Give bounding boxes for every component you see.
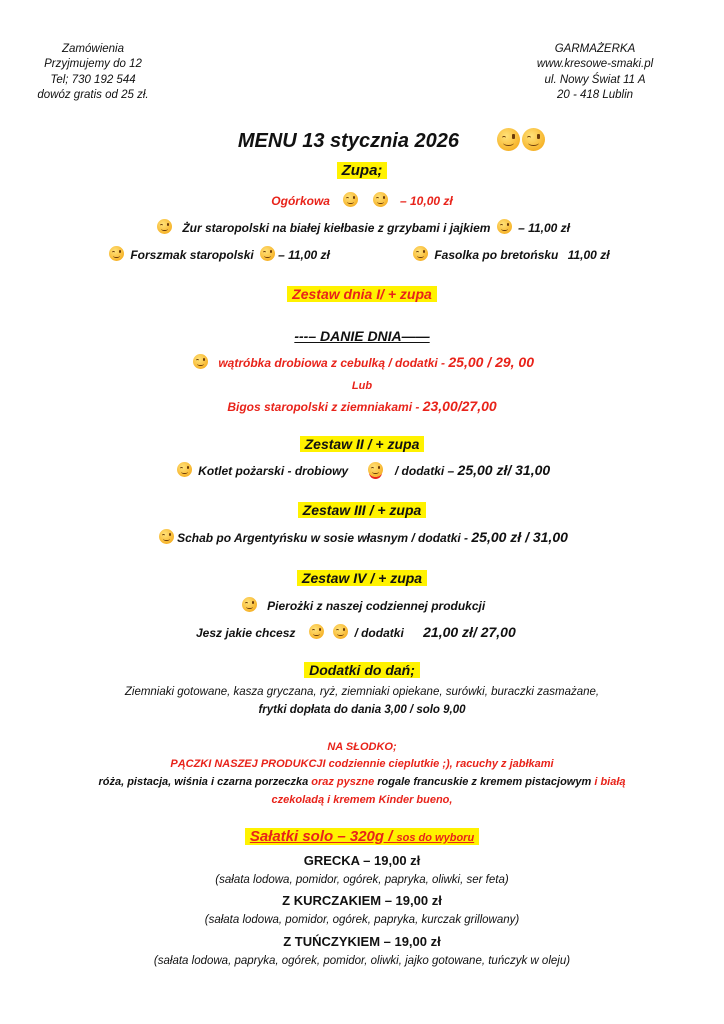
winking-face-icon xyxy=(413,246,428,261)
salads-heading-row xyxy=(0,828,724,845)
set4-line2-row xyxy=(196,624,516,640)
zur-price: – 11,00 zł xyxy=(518,221,570,235)
soup-ogorkowa-row xyxy=(0,192,724,208)
set1-heading: Zestaw dnia I/ + zupa xyxy=(287,286,437,302)
winking-face-icon xyxy=(193,354,208,369)
set2-heading: Zestaw II / + zupa xyxy=(300,436,425,452)
sweet-line2-b: oraz pyszne xyxy=(311,776,378,788)
salad-name-row xyxy=(0,893,724,908)
fasolka-price: 11,00 zł xyxy=(567,248,610,262)
set4-line2-b: / dodatki xyxy=(354,626,404,640)
salad-name: Z TUŃCZYKIEM – 19,00 zł xyxy=(283,934,441,949)
salad-name-row xyxy=(0,934,724,949)
salad-name: Z KURCZAKIEM – 19,00 zł xyxy=(282,893,442,908)
winking-face-icon xyxy=(157,219,172,234)
salad-desc: (sałata lodowa, pomidor, ogórek, papryka, kurczak grillowany) xyxy=(204,914,520,926)
salad-desc-row xyxy=(0,874,724,886)
set4-heading: Zestaw IV / + zupa xyxy=(297,570,427,586)
set1-heading-row xyxy=(0,286,724,302)
danie-dnia: ---– DANIE DNIA—— xyxy=(294,328,430,344)
set3-heading-row xyxy=(0,502,724,518)
set4-item-name: Pierożki z naszej codziennej produkcji xyxy=(267,599,486,613)
set2-heading-row xyxy=(0,436,724,452)
winking-face-icon xyxy=(373,192,388,207)
header-left-line: dowóz gratis od 25 zł. xyxy=(37,88,149,101)
sweet-heading-row xyxy=(0,741,724,753)
set4-line2-a: Jesz jakie chcesz xyxy=(196,626,296,640)
header-left-line: Tel; 730 192 544 xyxy=(50,73,136,86)
winking-face-icon xyxy=(368,462,383,477)
set1-item1-row xyxy=(0,354,724,370)
salad-desc-row xyxy=(0,955,724,967)
set2-item-price: 25,00 zł/ 31,00 xyxy=(457,462,551,478)
salad-desc: (sałata lodowa, pomidor, ogórek, papryka, oliwki, ser feta) xyxy=(215,874,509,886)
sides-heading: Dodatki do dań; xyxy=(304,662,420,678)
sides-line1-row xyxy=(0,686,724,698)
sides-heading-row xyxy=(0,662,724,678)
forszmak-name: Forszmak staropolski xyxy=(130,248,254,262)
menu-title-row xyxy=(30,128,724,153)
winking-face-icon xyxy=(177,462,192,477)
sweet-line2-a: róża, pistacja, wiśnia i czarna porzeczka xyxy=(98,776,312,788)
ogorkowa-price: – 10,00 zł xyxy=(400,194,453,208)
salads-heading-main: Sałatki solo – 320g / xyxy=(249,828,397,845)
winking-face-icon xyxy=(309,624,324,639)
header-left-line: Zamówienia xyxy=(62,43,124,55)
set1-or-row xyxy=(0,380,724,392)
zur-name: Żur staropolski na białej kiełbasie z grzybami i jajkiem xyxy=(182,221,491,235)
sweet-line1-row xyxy=(0,758,724,770)
set1-item2-row xyxy=(0,398,724,414)
set3-item-price: 25,00 zł / 31,00 xyxy=(471,529,568,545)
winking-face-icon xyxy=(522,128,545,151)
header-left xyxy=(28,42,158,103)
sweet-line2-c: rogale francuskie z kremem pistacjowym xyxy=(377,776,595,788)
set3-heading: Zestaw III / + zupa xyxy=(298,502,427,518)
sweet-heading: NA SŁODKO; xyxy=(327,741,397,753)
sweet-line3: czekoladą i kremem Kinder bueno, xyxy=(271,794,453,806)
soup-heading-row xyxy=(0,162,724,179)
fasolka-name: Fasolka po bretońsku xyxy=(434,248,559,262)
set4-heading-row xyxy=(0,570,724,586)
winking-face-icon xyxy=(159,529,174,544)
sweet-line2-row xyxy=(0,776,724,788)
salad-name: GRECKA – 19,00 zł xyxy=(303,853,421,868)
set3-item-name: Schab po Argentyńsku w sosie własnym / dodatki - xyxy=(177,531,472,545)
set2-item-mid: / dodatki – xyxy=(394,464,455,478)
sweet-line2-d: i białą xyxy=(594,776,626,788)
salads-heading-sub: sos do wyboru xyxy=(396,832,475,844)
set3-item-row xyxy=(0,529,724,545)
header-right-line: ul. Nowy Świat 11 A xyxy=(544,73,646,86)
salad-desc-row xyxy=(0,914,724,926)
set1-item1-price: 25,00 / 29, 00 xyxy=(448,354,535,370)
salad-name-row xyxy=(0,853,724,868)
header-right-line: GARMAŻERKA xyxy=(554,43,636,55)
menu-title: MENU 13 stycznia 2026 xyxy=(237,130,460,152)
forszmak-price: – 11,00 zł xyxy=(278,248,330,262)
set4-line2-price: 21,00 zł/ 27,00 xyxy=(423,624,516,640)
winking-face-icon xyxy=(497,219,512,234)
soup-zur-row xyxy=(0,219,724,235)
winking-face-icon xyxy=(260,246,275,261)
winking-face-icon xyxy=(109,246,124,261)
set1-or: Lub xyxy=(351,380,373,392)
soup-heading: Zupa; xyxy=(337,162,388,179)
soup-forszmak-row xyxy=(106,246,330,262)
salad-desc: (sałata lodowa, papryka, ogórek, pomidor, oliwki, jajko gotowane, tuńczyk w oleju) xyxy=(153,955,571,967)
set1-item1-name: wątróbka drobiowa z cebulką / dodatki - xyxy=(218,356,449,370)
header-right-line: 20 - 418 Lublin xyxy=(556,88,634,101)
header-right-line: www.kresowe-smaki.pl xyxy=(536,58,654,71)
winking-face-icon xyxy=(343,192,358,207)
ogorkowa-name: Ogórkowa xyxy=(271,194,330,208)
sides-line1: Ziemniaki gotowane, kasza gryczana, ryż, ziemniaki opiekane, surówki, buraczki zasmażane, xyxy=(124,686,600,698)
salads-heading xyxy=(245,828,479,845)
danie-dnia-row xyxy=(0,328,724,344)
sides-line2-row xyxy=(0,704,724,716)
winking-face-icon xyxy=(242,597,257,612)
header-right xyxy=(520,42,670,103)
set1-item2-price: 23,00/27,00 xyxy=(422,398,497,414)
set2-item-row xyxy=(0,462,724,478)
sides-line2: frytki dopłata do dania 3,00 / solo 9,00 xyxy=(258,704,466,716)
winking-face-icon xyxy=(497,128,520,151)
soup-fasolka-row xyxy=(410,246,610,262)
set4-item-row xyxy=(0,597,724,613)
sweet-line3-row xyxy=(0,794,724,806)
set1-item2-name: Bigos staropolski z ziemniakami - xyxy=(227,400,423,414)
sweet-line1: PĄCZKI NASZEJ PRODUKCJI codziennie cieplutkie ;), racuchy z jabłkami xyxy=(170,758,554,770)
winking-face-icon xyxy=(333,624,348,639)
set2-item-name: Kotlet pożarski - drobiowy xyxy=(198,464,349,478)
header-left-line: Przyjmujemy do 12 xyxy=(44,58,142,71)
